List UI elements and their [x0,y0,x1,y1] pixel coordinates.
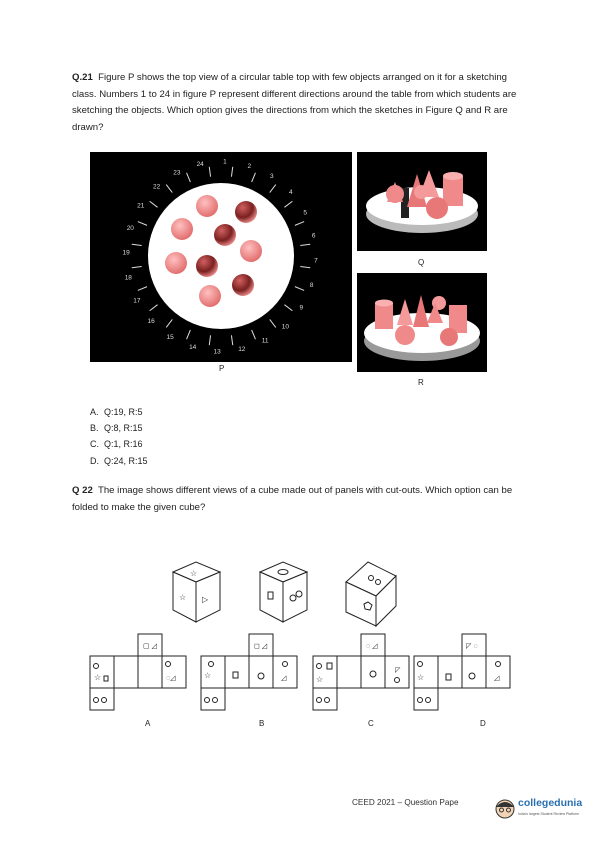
dial-number: 8 [309,281,314,289]
dial-number: 1 [223,158,227,166]
figure-p [90,152,352,362]
dial-number: 3 [270,173,274,181]
svg-text:◻ ◿: ◻ ◿ [254,643,268,650]
dial-number: 4 [289,189,293,197]
dial-number: 11 [261,337,269,345]
figure-q-label: Q [418,258,425,267]
option-letter: D. [90,455,99,466]
dial-number: 7 [314,257,318,265]
dial-number: 24 [196,160,204,168]
footer-paper-title: CEED 2021 – Question Pape [352,798,459,807]
svg-text:☆: ☆ [204,671,212,680]
cube-view-2 [260,562,307,622]
svg-text:☆: ☆ [316,675,324,684]
cube-view-3 [346,562,396,626]
svg-text:◿: ◿ [281,675,287,682]
q21-options [90,404,148,469]
dial-number: 23 [173,169,181,177]
svg-text:▢ ◿: ▢ ◿ [143,643,157,650]
dial-number: 17 [133,297,141,305]
dial-number: 13 [213,348,221,356]
q21-number: Q.21 [72,72,93,83]
option-letter: B. [90,423,99,434]
option-text: Q:19, R:5 [104,407,143,417]
sphere-object [165,252,187,274]
figure-r [357,273,487,372]
svg-text:◿: ◿ [494,675,500,682]
figure-p-label: P [219,364,225,373]
option-c[interactable] [90,436,148,452]
brand-tagline: India's largest Student Review Platform [518,812,579,816]
dial-number: 18 [124,274,132,282]
dial-number: 19 [122,249,130,257]
option-d[interactable] [90,453,148,469]
dial-number: 2 [247,162,252,170]
svg-text:◸ ◌: ◸ ◌ [466,643,478,650]
cube-net-d[interactable] [412,634,512,710]
svg-text:◸: ◸ [395,667,401,674]
net-d-label: D [480,719,486,728]
q21-text: Figure P shows the top view of a circular table top with few objects arranged on it for a sketching class. Numbers 1 to 24 in figure P represent different directions around the table from which students are sketching the objects. Which option gives the directions from which the sketches in Figure Q and R are drawn? [72,72,517,133]
option-a[interactable] [90,404,148,420]
brand-name[interactable]: collegedunia [518,797,583,809]
cube-views [168,558,418,628]
net-c-label: C [368,719,374,728]
svg-text:☆: ☆ [179,593,187,602]
svg-text:▷: ▷ [202,595,209,604]
dial-number: 20 [126,225,134,233]
q22-number: Q 22 [72,485,93,496]
dial-number: 15 [166,333,174,341]
svg-text:◌ ◿: ◌ ◿ [366,643,378,650]
svg-text:◌◿: ◌◿ [166,675,176,682]
dial-number: 21 [137,202,145,210]
sphere-object [240,240,262,262]
option-text: Q:24, R:15 [104,455,148,466]
dial-number: 16 [147,317,155,325]
cone-object [235,201,257,223]
figure-r-label: R [418,378,424,387]
cube-net-a[interactable] [88,634,188,710]
brand-logo-icon [494,797,516,821]
q22-question [72,483,528,516]
sphere-object [171,218,193,240]
q22-text: The image shows different views of a cube made out of panels with cut-outs. Which option can be folded to make the given cube? [72,485,513,513]
option-letter: A. [90,407,99,417]
cone-object [214,224,236,246]
q21-question [72,70,528,136]
svg-text:☆: ☆ [94,673,102,682]
dial-number: 22 [153,183,161,191]
cylinder-object [232,274,254,296]
option-b[interactable] [90,420,148,436]
cone-object [196,255,218,277]
option-text: Q:8, R:15 [104,423,143,434]
cube-view-1 [173,562,220,622]
dial-number: 5 [303,209,307,217]
cube-net-c[interactable] [311,634,411,710]
sphere-object [196,195,218,217]
option-text: Q:1, R:16 [104,439,143,450]
option-letter: C. [90,439,99,450]
svg-text:☆: ☆ [417,673,425,682]
net-a-label: A [145,719,151,728]
net-b-label: B [259,719,265,728]
cube-net-b[interactable] [199,634,299,710]
sphere-object [199,285,221,307]
dial-number: 14 [189,344,197,352]
dial-number: 6 [311,232,316,240]
dial-number: 9 [299,304,304,312]
dial-number: 10 [281,323,289,331]
dial-number: 12 [238,346,246,354]
svg-text:☆: ☆ [190,569,198,578]
figure-q [357,152,487,251]
